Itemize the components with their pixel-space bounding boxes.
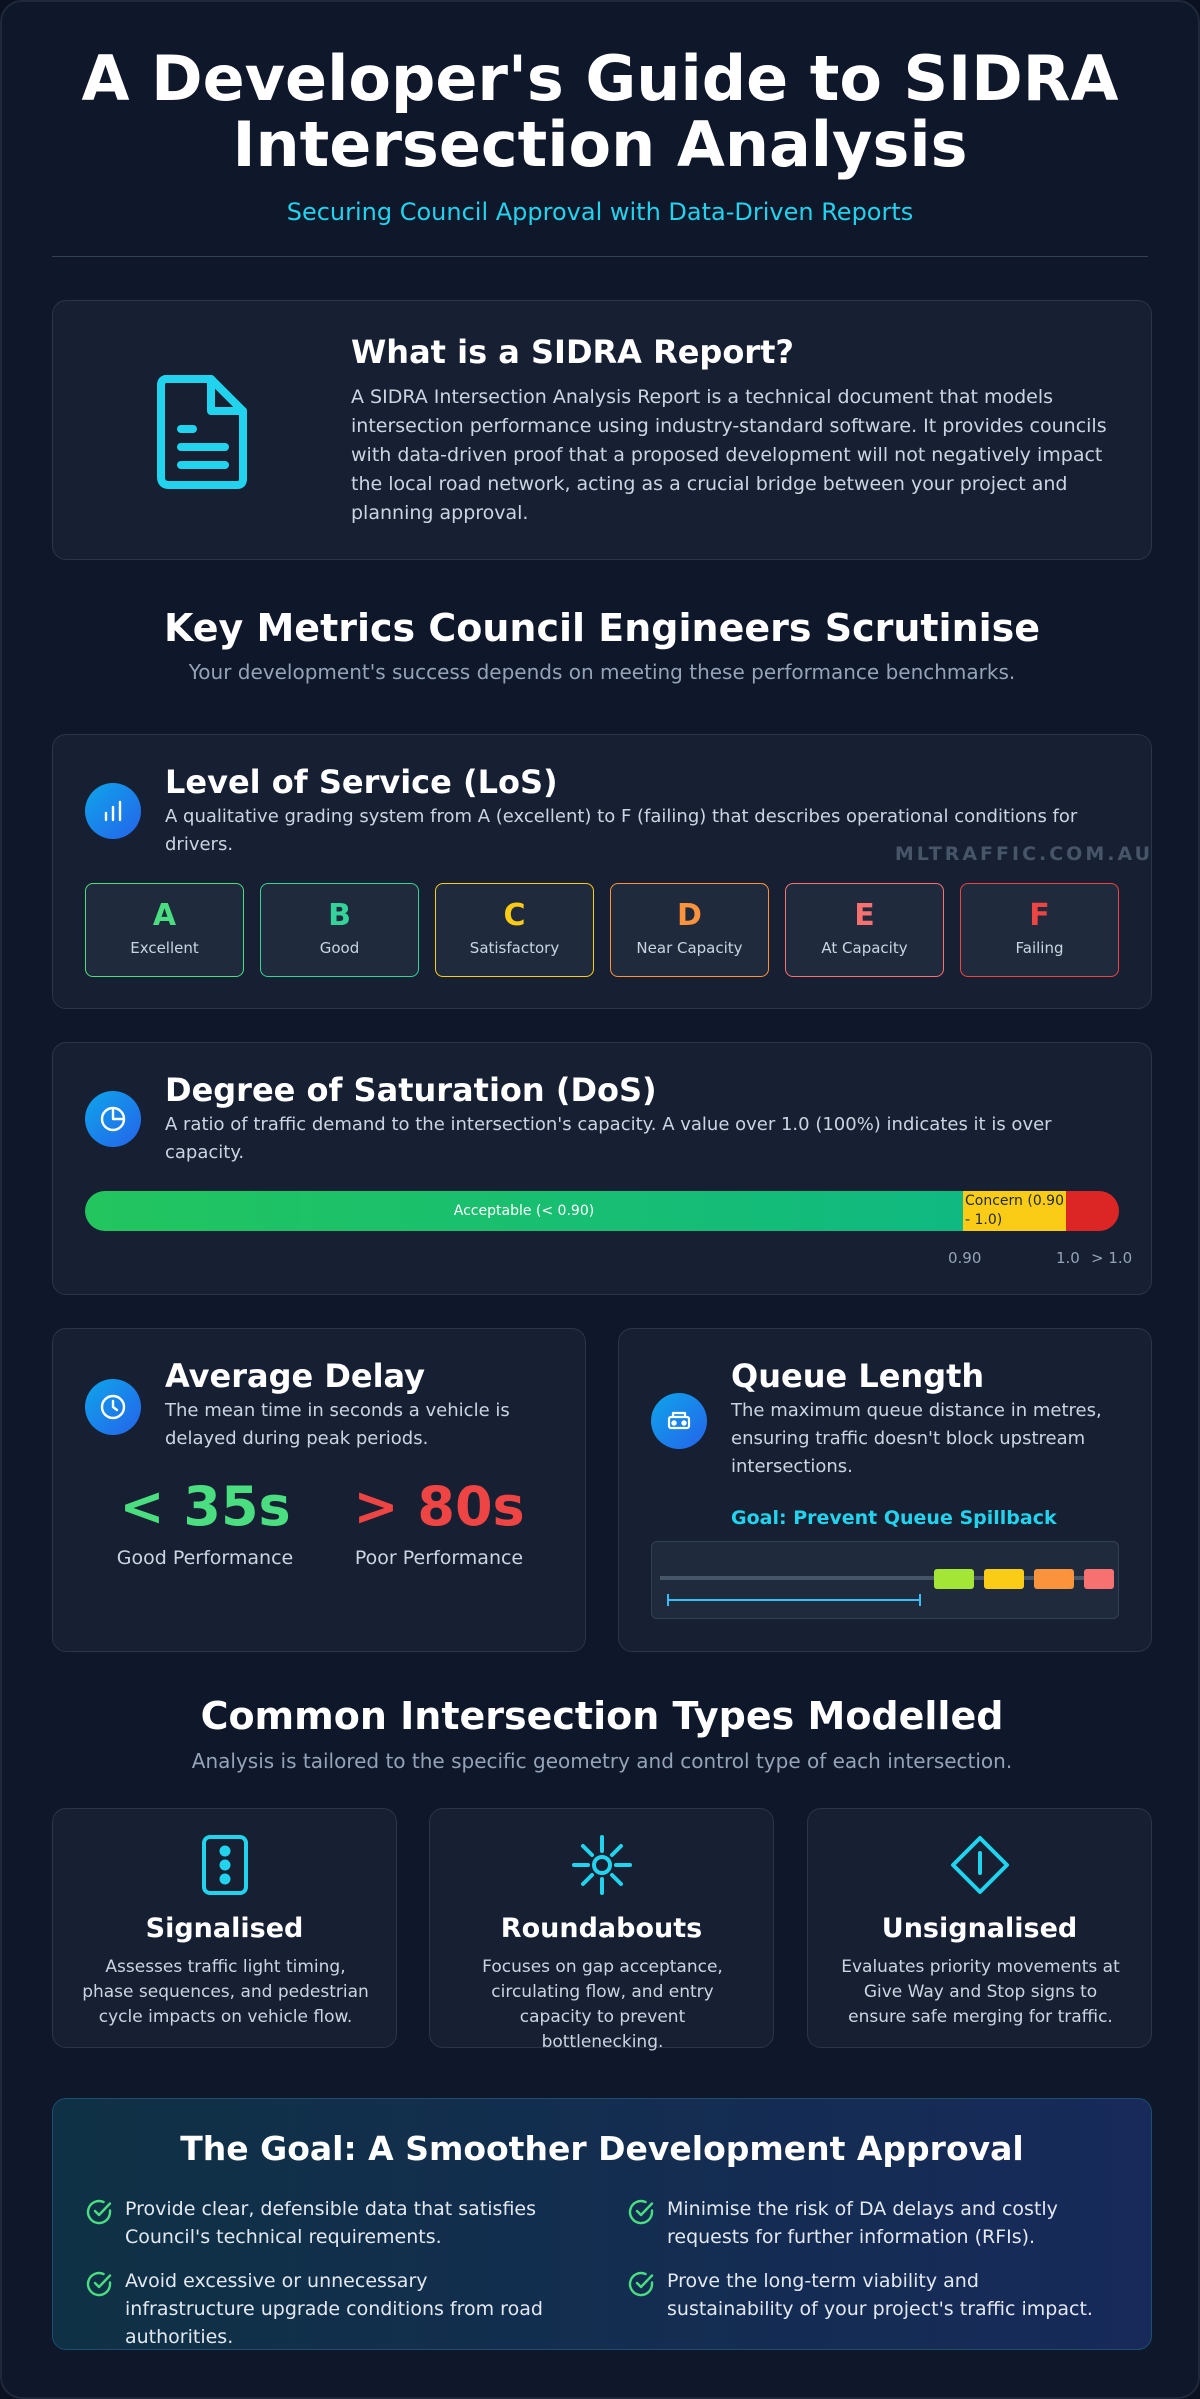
- type-card-unsignalised: [807, 1808, 1152, 2048]
- dos-scale-bar: [85, 1191, 1119, 1231]
- type-title: Unsignalised: [881, 1913, 1078, 1944]
- benefit-item: [627, 2267, 1097, 2323]
- grade-letter: F: [1029, 898, 1050, 933]
- header: [2, 2, 1198, 226]
- bar-chart-icon: [85, 783, 141, 839]
- priority-sign-icon: [808, 1835, 1151, 1895]
- type-card-signalised: [52, 1808, 397, 2048]
- pie-chart-icon: [85, 1091, 141, 1147]
- metrics-section-title: Key Metrics Council Engineers Scrutinise: [163, 606, 1041, 650]
- grade-letter: B: [328, 898, 351, 933]
- check-circle-icon: [627, 2270, 655, 2306]
- type-description: Evaluates priority movements at Give Way and Stop signs to ensure safe merging for traffic.: [841, 1957, 1120, 2027]
- dos-card: [52, 1042, 1152, 1295]
- type-card-roundabouts: [429, 1808, 774, 2052]
- delay-card: [52, 1328, 586, 1652]
- good-delay-label: Good Performance: [116, 1547, 294, 1569]
- type-title: Signalised: [145, 1913, 304, 1944]
- watermark: MLTRAFFIC.COM.AU: [894, 843, 1153, 865]
- check-circle-icon: [627, 2198, 655, 2234]
- los-card: [52, 734, 1152, 1009]
- type-description: Assesses traffic light timing, phase sequences, and pedestrian cycle impacts on vehicle flow.: [82, 1957, 369, 2027]
- los-grade-b: [260, 883, 419, 977]
- grade-letter: C: [503, 898, 526, 933]
- grade-label: At Capacity: [821, 939, 908, 957]
- header-divider: [52, 256, 1148, 257]
- traffic-light-icon: [53, 1835, 396, 1895]
- los-description: A qualitative grading system from A (excellent) to F (failing) that describes operational conditions for drivers.: [165, 806, 1078, 855]
- good-delay-value: < 35s: [119, 1475, 291, 1538]
- dos-tick-label: 1.0: [1056, 1249, 1080, 1267]
- los-grade-f: [960, 883, 1119, 977]
- intro-body: A SIDRA Intersection Analysis Report is a technical document that models intersection performance using industry-standard software. It provides councils with data-driven proof that a proposed development will not negatively impact the local road network, acting as a crucial bridge between your project and planning approval.: [351, 386, 1107, 524]
- grade-letter: E: [854, 898, 875, 933]
- grade-label: Good: [319, 939, 360, 957]
- benefit-item: [85, 2267, 555, 2351]
- los-grade-e: [785, 883, 944, 977]
- benefit-item: [627, 2195, 1097, 2251]
- goal-box: [52, 2098, 1152, 2350]
- benefit-text: Minimise the risk of DA delays and costly requests for further information (RFIs).: [667, 2198, 1058, 2248]
- check-circle-icon: [85, 2198, 113, 2234]
- types-section-title: Common Intersection Types Modelled: [200, 1694, 1004, 1738]
- goal-title: The Goal: A Smoother Development Approval: [180, 2129, 1024, 2168]
- dos-title: Degree of Saturation (DoS): [165, 1071, 657, 1109]
- delay-title: Average Delay: [165, 1357, 426, 1395]
- page-subtitle: Securing Council Approval with Data-Driven Reports: [286, 198, 914, 226]
- poor-delay-value: > 80s: [353, 1475, 525, 1538]
- grade-letter: A: [152, 898, 177, 933]
- grade-letter: D: [677, 898, 702, 933]
- roundabout-icon: [430, 1835, 773, 1895]
- benefit-text: Prove the long-term viability and sustainability of your project's traffic impact.: [667, 2270, 1093, 2320]
- clock-icon: [85, 1379, 141, 1435]
- benefit-text: Provide clear, defensible data that satisfies Council's technical requirements.: [125, 2198, 537, 2248]
- poor-delay-label: Poor Performance: [354, 1547, 524, 1569]
- delay-description: The mean time in seconds a vehicle is delayed during peak periods.: [165, 1400, 510, 1449]
- dos-concern-segment: Concern (0.90 - 1.0): [963, 1191, 1066, 1231]
- queue-card: [618, 1328, 1152, 1652]
- queue-description: The maximum queue distance in metres, ensuring traffic doesn't block upstream intersections.: [731, 1400, 1102, 1477]
- los-title: Level of Service (LoS): [165, 763, 558, 801]
- intro-heading: What is a SIDRA Report?: [351, 333, 794, 371]
- page-title: A Developer's Guide to SIDRA Intersection Analysis: [81, 42, 1119, 181]
- metrics-section-subtitle: Your development's success depends on meeting these performance benchmarks.: [188, 660, 1016, 684]
- grade-label: Satisfactory: [469, 939, 560, 957]
- vehicle-icon: [651, 1393, 707, 1449]
- dos-tick-label: > 1.0: [1091, 1249, 1133, 1267]
- grade-label: Failing: [1015, 939, 1064, 957]
- grade-label: Excellent: [130, 939, 199, 957]
- benefit-item: [85, 2195, 555, 2251]
- dos-acceptable-segment: Acceptable (< 0.90): [85, 1191, 963, 1231]
- dos-description: A ratio of traffic demand to the intersection's capacity. A value over 1.0 (100%) indicates it is over capacity.: [165, 1114, 1052, 1163]
- check-circle-icon: [85, 2270, 113, 2306]
- types-section-subtitle: Analysis is tailored to the specific geometry and control type of each intersection.: [191, 1749, 1013, 1773]
- document-icon: [153, 371, 253, 491]
- queue-diagram: [651, 1541, 1119, 1619]
- los-grade-d: [610, 883, 769, 977]
- queue-goal: Goal: Prevent Queue Spillback: [731, 1507, 1057, 1529]
- benefit-text: Avoid excessive or unnecessary infrastructure upgrade conditions from road authorities.: [125, 2270, 543, 2348]
- los-grade-c: [435, 883, 594, 977]
- dos-tick-label: 0.90: [948, 1249, 982, 1267]
- los-grade-a: [85, 883, 244, 977]
- dos-over-capacity-segment: [1066, 1191, 1119, 1231]
- queue-title: Queue Length: [731, 1357, 985, 1395]
- grade-label: Near Capacity: [636, 939, 743, 957]
- intro-card: [52, 300, 1152, 560]
- type-title: Roundabouts: [500, 1913, 703, 1944]
- type-description: Focuses on gap acceptance, circulating flow, and entry capacity to prevent bottlenecking.: [482, 1957, 723, 2052]
